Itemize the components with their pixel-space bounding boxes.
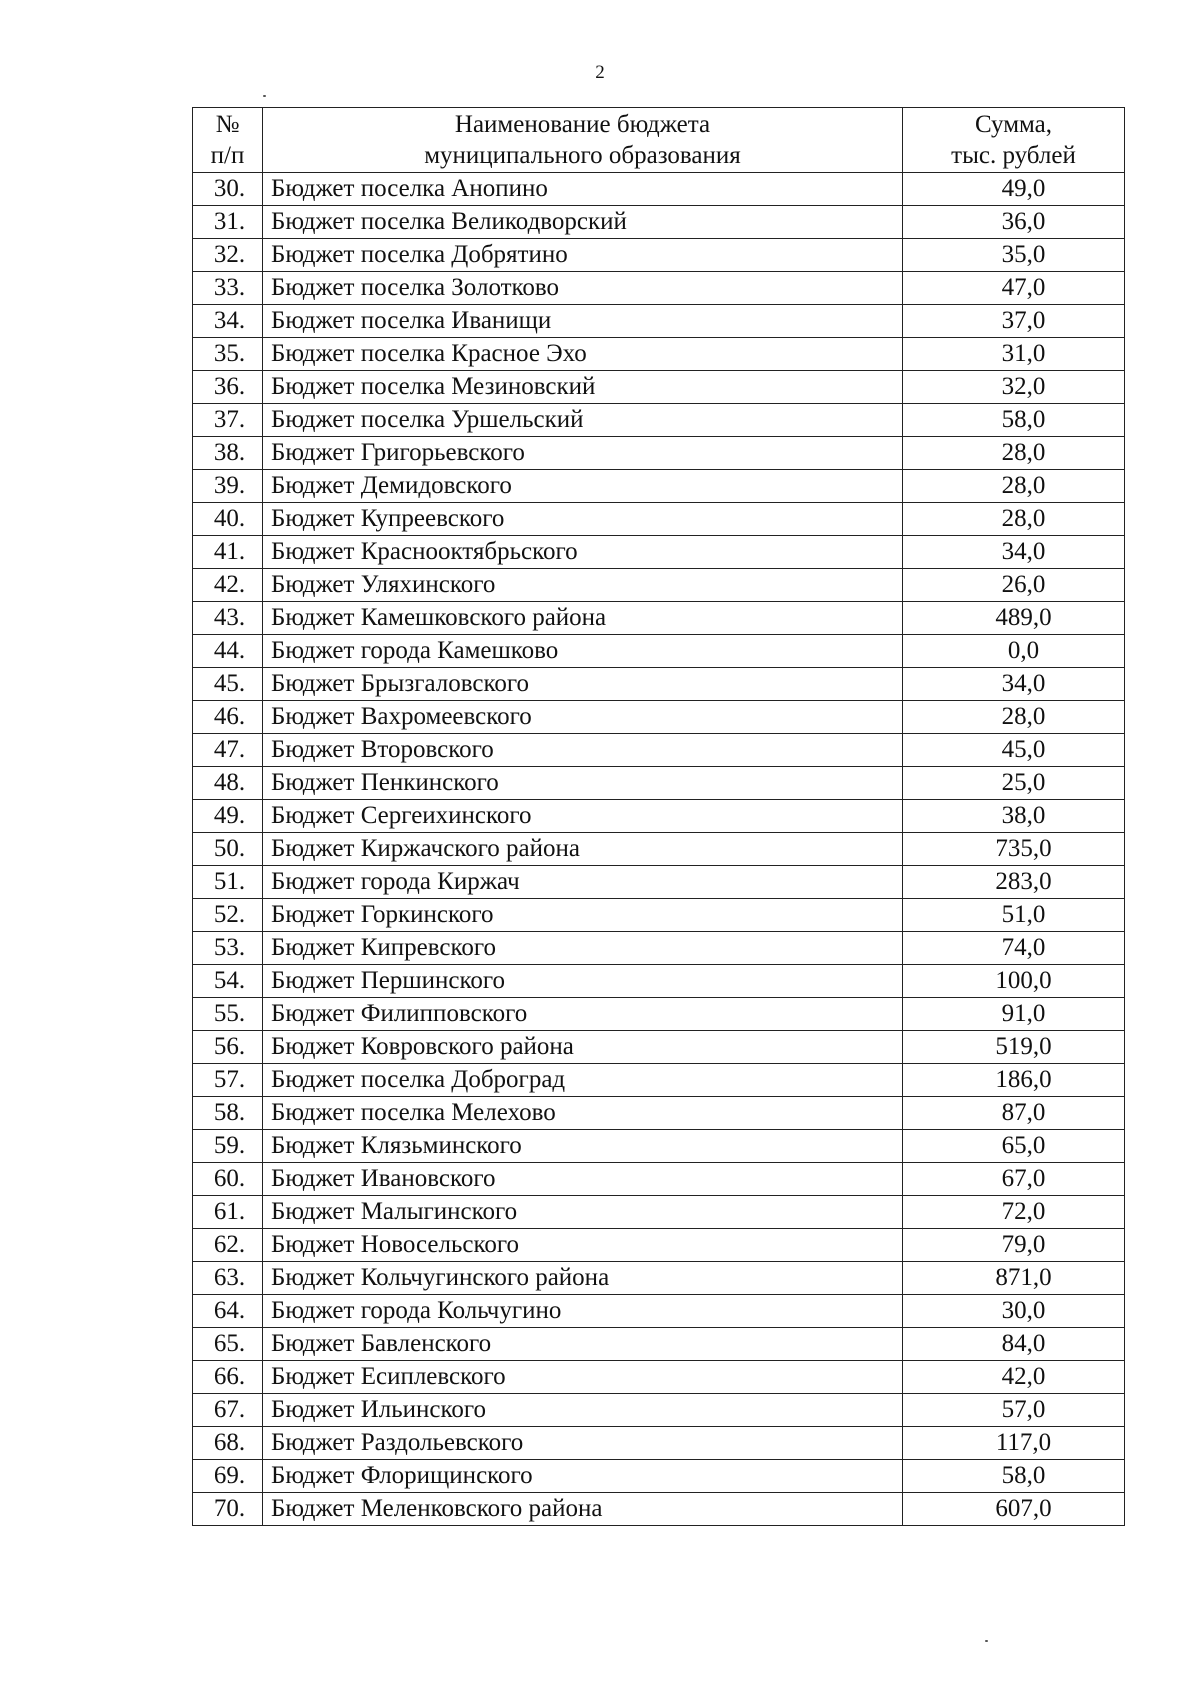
row-number: 40. [193,503,263,536]
row-number: 35. [193,338,263,371]
budget-name: Бюджет Григорьевского [263,437,903,470]
table-row [193,1295,1125,1328]
row-number: 33. [193,272,263,305]
table-row [193,668,1125,701]
row-number: 49. [193,800,263,833]
header-name-line2: муниципального образования [424,142,741,169]
budget-table [192,107,1125,1526]
table-row [193,404,1125,437]
table-row [193,866,1125,899]
budget-name: Бюджет Меленковского района [263,1493,903,1526]
budget-name: Бюджет Брызгаловского [263,668,903,701]
table-row [193,1361,1125,1394]
table-row [193,1427,1125,1460]
budget-name: Бюджет Камешковского района [263,602,903,635]
budget-name: Бюджет города Киржач [263,866,903,899]
header-sum-line1: Сумма, [974,111,1053,138]
table-row [193,239,1125,272]
header-num [193,108,263,173]
table-row [193,932,1125,965]
table-row [193,437,1125,470]
row-number: 57. [193,1064,263,1097]
budget-sum: 283,0 [903,866,1125,899]
table-row [193,470,1125,503]
row-number: 62. [193,1229,263,1262]
budget-sum: 58,0 [903,404,1125,437]
budget-sum: 28,0 [903,503,1125,536]
table-row [193,569,1125,602]
header-name [263,108,903,173]
budget-sum: 100,0 [903,965,1125,998]
table-row [193,206,1125,239]
budget-name: Бюджет города Камешково [263,635,903,668]
row-number: 54. [193,965,263,998]
budget-name: Бюджет поселка Уршельский [263,404,903,437]
budget-name: Бюджет города Кольчугино [263,1295,903,1328]
table-row [193,536,1125,569]
row-number: 51. [193,866,263,899]
budget-sum: 45,0 [903,734,1125,767]
budget-name: Бюджет Новосельского [263,1229,903,1262]
row-number: 53. [193,932,263,965]
budget-sum: 38,0 [903,800,1125,833]
row-number: 67. [193,1394,263,1427]
table-row [193,635,1125,668]
budget-sum: 34,0 [903,536,1125,569]
budget-name: Бюджет Вахромеевского [263,701,903,734]
table-header [193,108,1125,173]
budget-sum: 28,0 [903,470,1125,503]
header-num-line2: п/п [210,142,245,169]
budget-name: Бюджет поселка Мезиновский [263,371,903,404]
budget-name: Бюджет поселка Доброград [263,1064,903,1097]
table-row [193,1229,1125,1262]
budget-sum: 42,0 [903,1361,1125,1394]
table-row [193,602,1125,635]
budget-sum: 871,0 [903,1262,1125,1295]
budget-sum: 489,0 [903,602,1125,635]
budget-sum: 51,0 [903,899,1125,932]
scan-speck [263,95,266,97]
budget-sum: 65,0 [903,1130,1125,1163]
row-number: 41. [193,536,263,569]
row-number: 66. [193,1361,263,1394]
budget-sum: 84,0 [903,1328,1125,1361]
table-row [193,899,1125,932]
row-number: 56. [193,1031,263,1064]
budget-sum: 49,0 [903,173,1125,206]
row-number: 46. [193,701,263,734]
row-number: 39. [193,470,263,503]
scan-speck [985,1640,988,1642]
row-number: 68. [193,1427,263,1460]
row-number: 45. [193,668,263,701]
budget-name: Бюджет Ковровского района [263,1031,903,1064]
row-number: 59. [193,1130,263,1163]
budget-name: Бюджет Краснооктябрьского [263,536,903,569]
budget-name: Бюджет Второвского [263,734,903,767]
table-row [193,1196,1125,1229]
table-row [193,1262,1125,1295]
budget-sum: 57,0 [903,1394,1125,1427]
budget-name: Бюджет Пенкинского [263,767,903,800]
budget-name: Бюджет поселка Великодворский [263,206,903,239]
budget-name: Бюджет Малыгинского [263,1196,903,1229]
budget-name: Бюджет поселка Мелехово [263,1097,903,1130]
budget-name: Бюджет Кипревского [263,932,903,965]
budget-sum: 74,0 [903,932,1125,965]
header-sum-line2: тыс. рублей [951,142,1076,169]
header-sum [903,108,1125,173]
budget-sum: 47,0 [903,272,1125,305]
row-number: 50. [193,833,263,866]
row-number: 69. [193,1460,263,1493]
table-row [193,1328,1125,1361]
header-row [193,108,1125,173]
row-number: 37. [193,404,263,437]
budget-sum: 30,0 [903,1295,1125,1328]
budget-name: Бюджет поселка Анопино [263,173,903,206]
budget-sum: 87,0 [903,1097,1125,1130]
budget-sum: 0,0 [903,635,1125,668]
budget-name: Бюджет поселка Добрятино [263,239,903,272]
budget-name: Бюджет Филипповского [263,998,903,1031]
budget-sum: 36,0 [903,206,1125,239]
budget-sum: 72,0 [903,1196,1125,1229]
budget-name: Бюджет Флорищинского [263,1460,903,1493]
table-row [193,338,1125,371]
table-row [193,734,1125,767]
budget-sum: 28,0 [903,437,1125,470]
table-row [193,800,1125,833]
table-row [193,1097,1125,1130]
row-number: 38. [193,437,263,470]
budget-name: Бюджет Уляхинского [263,569,903,602]
table-row [193,701,1125,734]
budget-sum: 519,0 [903,1031,1125,1064]
budget-sum: 735,0 [903,833,1125,866]
table-row [193,1493,1125,1526]
row-number: 63. [193,1262,263,1295]
table-row [193,1460,1125,1493]
budget-name: Бюджет поселка Красное Эхо [263,338,903,371]
header-name-line1: Наименование бюджета [454,111,711,138]
table-row [193,1163,1125,1196]
budget-name: Бюджет Демидовского [263,470,903,503]
table-row [193,305,1125,338]
budget-name: Бюджет Горкинского [263,899,903,932]
row-number: 47. [193,734,263,767]
table-row [193,173,1125,206]
row-number: 64. [193,1295,263,1328]
row-number: 34. [193,305,263,338]
row-number: 42. [193,569,263,602]
row-number: 52. [193,899,263,932]
budget-name: Бюджет Раздольевского [263,1427,903,1460]
row-number: 30. [193,173,263,206]
budget-sum: 32,0 [903,371,1125,404]
budget-name: Бюджет поселка Иванищи [263,305,903,338]
budget-name: Бюджет Купреевского [263,503,903,536]
table-row [193,965,1125,998]
budget-name: Бюджет Першинского [263,965,903,998]
budget-name: Бюджет Ильинского [263,1394,903,1427]
budget-sum: 31,0 [903,338,1125,371]
table-body [193,173,1125,1526]
budget-sum: 58,0 [903,1460,1125,1493]
table-row [193,1394,1125,1427]
row-number: 31. [193,206,263,239]
table-row [193,998,1125,1031]
budget-name: Бюджет Ивановского [263,1163,903,1196]
row-number: 61. [193,1196,263,1229]
budget-name: Бюджет поселка Золотково [263,272,903,305]
budget-sum: 91,0 [903,998,1125,1031]
row-number: 65. [193,1328,263,1361]
table-row [193,1130,1125,1163]
budget-sum: 607,0 [903,1493,1125,1526]
row-number: 36. [193,371,263,404]
row-number: 55. [193,998,263,1031]
table-row [193,503,1125,536]
budget-sum: 37,0 [903,305,1125,338]
table-row [193,371,1125,404]
budget-name: Бюджет Кольчугинского района [263,1262,903,1295]
budget-sum: 28,0 [903,701,1125,734]
budget-sum: 34,0 [903,668,1125,701]
row-number: 32. [193,239,263,272]
budget-sum: 26,0 [903,569,1125,602]
header-num-line1: № [215,111,240,138]
budget-sum: 25,0 [903,767,1125,800]
budget-name: Бюджет Клязьминского [263,1130,903,1163]
row-number: 48. [193,767,263,800]
row-number: 70. [193,1493,263,1526]
budget-name: Бюджет Киржачского района [263,833,903,866]
budget-name: Бюджет Есиплевского [263,1361,903,1394]
row-number: 58. [193,1097,263,1130]
row-number: 44. [193,635,263,668]
table-row [193,833,1125,866]
row-number: 43. [193,602,263,635]
budget-sum: 186,0 [903,1064,1125,1097]
table-row [193,767,1125,800]
budget-sum: 117,0 [903,1427,1125,1460]
row-number: 60. [193,1163,263,1196]
budget-name: Бюджет Бавленского [263,1328,903,1361]
budget-sum: 67,0 [903,1163,1125,1196]
table-row [193,272,1125,305]
budget-name: Бюджет Сергеихинского [263,800,903,833]
page-number: 2 [595,62,605,83]
table-row [193,1031,1125,1064]
budget-sum: 79,0 [903,1229,1125,1262]
table-row [193,1064,1125,1097]
budget-sum: 35,0 [903,239,1125,272]
